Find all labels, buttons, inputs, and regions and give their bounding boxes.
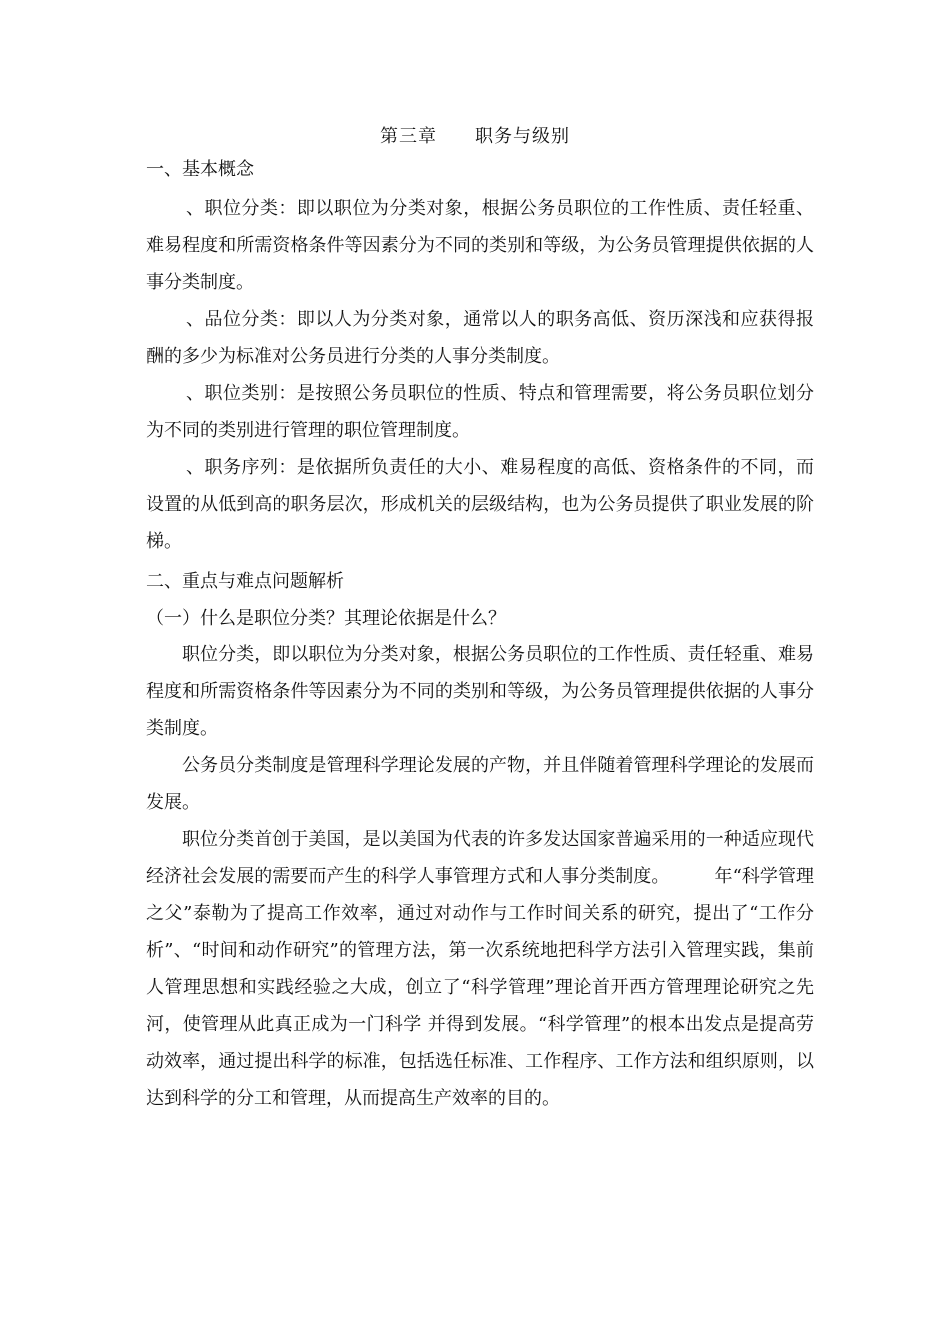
concept-paragraph-3: 、职位类别：是按照公务员职位的性质、特点和管理需要，将公务员职位划分为不同的类别进行管理的职位管理制度。 bbox=[146, 383, 814, 441]
answer-paragraph-1: 职位分类，即以职位为分类对象，根据公务员职位的工作性质、责任轻重、难易程度和所需资格条件等因素分为不同的类别和等级，为公务员管理提供依据的人事分类制度。 bbox=[146, 644, 814, 739]
chapter-title bbox=[0, 122, 950, 148]
concept-paragraph-1: 、职位分类：即以职位为分类对象，根据公务员职位的工作性质、责任轻重、难易程度和所需资格条件等因素分为不同的类别和等级，为公务员管理提供依据的人事分类制度。 bbox=[146, 198, 814, 293]
concept-paragraph-2: 、品位分类：即以人为分类对象，通常以人的职务高低、资历深浅和应获得报酬的多少为标准对公务员进行分类的人事分类制度。 bbox=[146, 309, 814, 367]
section-heading-basic-concepts: 一、基本概念 bbox=[146, 159, 254, 180]
question-heading-1: （一）什么是职位分类？其理论依据是什么？ bbox=[146, 608, 506, 629]
answer-paragraph-3: 职位分类首创于美国，是以美国为代表的许多发达国家普遍采用的一种适应现代经济社会发展的需要而产生的科学人事管理方式和人事分类制度。 年“科学管理之父”泰勒为了提高工作效率，通过对动作与工作时间关系的研究，提出了“工作分析”、“时间和动作研究”的管理方法，第一次系统地把科学方法引入管理实践，集前人管理思想和实践经验之大成，创立了“科学管理”理论首开西方管理理论研究之先河，使管理从此真正成为一门科学 并得到发展。“科学管理”的根本出发点是提高劳动效率，通过提出科学的标准，包括选任标准、工作程序、工作方法和组织原则，以达到科学的分工和管理，从而提高生产效率的目的。 bbox=[146, 829, 814, 1109]
section-heading-key-issues: 二、重点与难点问题解析 bbox=[146, 571, 344, 592]
chapter-name: 职务与级别 bbox=[475, 126, 570, 147]
chapter-number: 第三章 bbox=[380, 126, 437, 147]
answer-paragraph-2: 公务员分类制度是管理科学理论发展的产物，并且伴随着管理科学理论的发展而发展。 bbox=[146, 755, 814, 813]
concept-paragraph-4: 、职务序列：是依据所负责任的大小、难易程度的高低、资格条件的不同，而设置的从低到高的职务层次，形成机关的层级结构，也为公务员提供了职业发展的阶梯。 bbox=[146, 457, 814, 552]
